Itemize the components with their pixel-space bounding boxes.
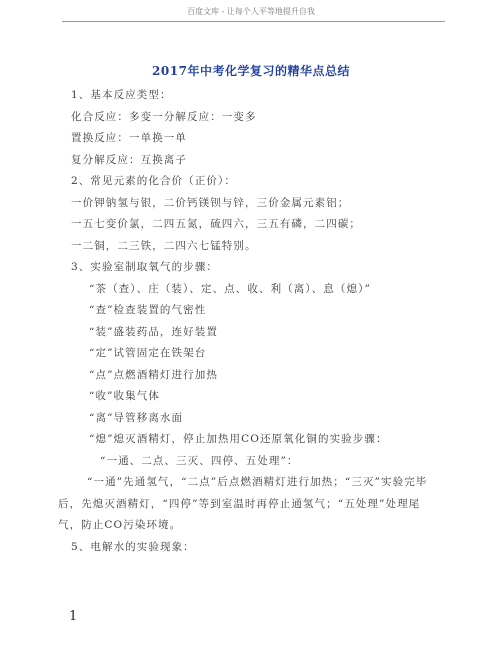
- body-line: “收”收集气体: [89, 390, 160, 402]
- body-line: “点”点燃酒精灯进行加热: [89, 368, 218, 381]
- document-body: [58, 85, 439, 558]
- body-line: 一二铜，二三铁，二四六七锰特别。: [71, 239, 257, 252]
- page-number: 1: [69, 609, 78, 624]
- body-line: 复分解反应：互换离子: [71, 153, 187, 166]
- section-heading: 1、基本反应类型：: [71, 89, 172, 101]
- body-line: “离”导管移离水面: [89, 411, 184, 424]
- body-line: 化合反应：多变一分解反应：一变多: [71, 110, 257, 123]
- document-title: 2017年中考化学复习的精华点总结: [152, 64, 350, 78]
- body-line: “查”检查装置的气密性: [89, 304, 207, 316]
- body-paragraph: “一通”先通氢气，“二点”后点燃酒精灯进行加热；“三灭”实验完毕后，先熄灭酒精灯，“四停”等到室温时再停止通氢气；“五处理”处理尾气，防止CO污染环境。: [58, 476, 428, 531]
- body-line: 一价钾钠氢与银，二价钙镁钡与锌，三价金属元素铝；: [71, 196, 350, 209]
- section-heading: 5、电解水的实验现象：: [71, 540, 195, 553]
- body-line: “定”试管固定在铁架台: [89, 347, 207, 359]
- body-line: “熄”熄灭酒精灯，停止加热用CO还原氧化铜的实验步骤：: [89, 433, 388, 445]
- body-line: 一五七变价氯，二四五氮，硫四六，三五有磷，二四碳；: [71, 218, 361, 230]
- body-line: “茶（查）、庄（装）、定、点、收、利（离）、息（熄）”: [89, 282, 371, 295]
- body-line: 置换反应：一单换一单: [71, 132, 187, 144]
- body-line: “一通、二点、三灭、四停、五处理”：: [100, 454, 299, 467]
- section-heading: 3、实验室制取氧气的步骤：: [71, 261, 218, 273]
- header-divider: [62, 21, 445, 22]
- body-line: “装”盛装药品，连好装置: [89, 325, 218, 338]
- section-heading: 2、常见元素的化合价（正价）：: [71, 175, 236, 187]
- page-header: 百度文库 - 让每个人平等地提升自我: [187, 7, 315, 16]
